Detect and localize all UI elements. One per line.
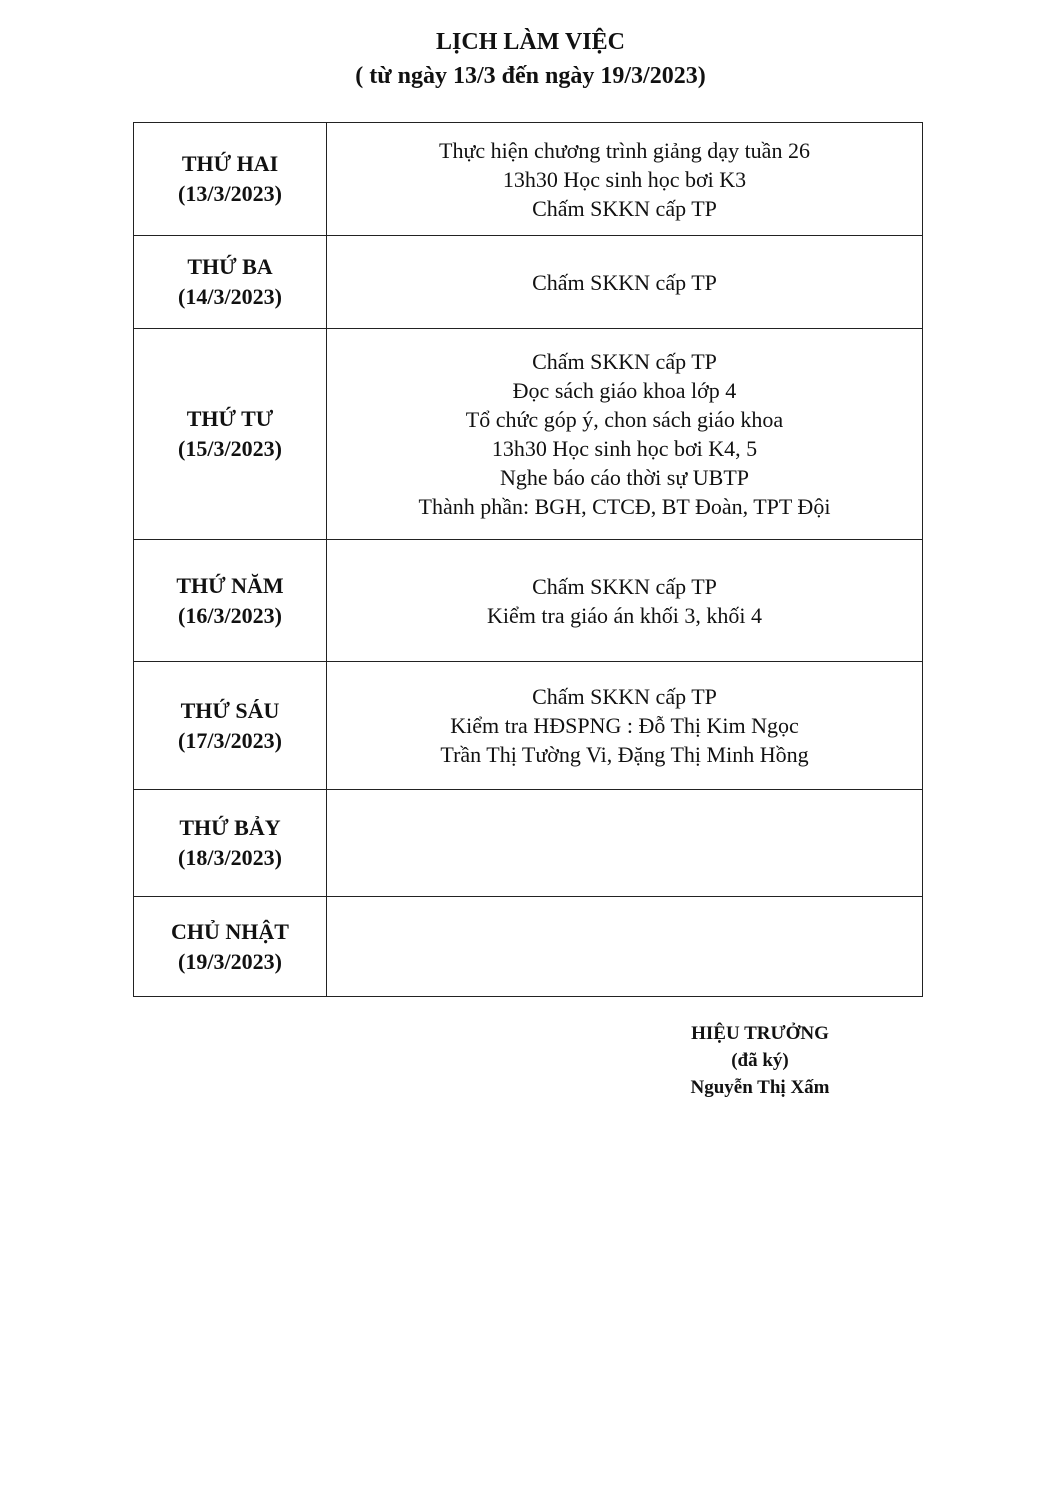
day-name: CHỦ NHẬT (171, 918, 289, 944)
day-date: (17/3/2023) (178, 727, 282, 753)
day-date: (18/3/2023) (178, 845, 282, 870)
tasks-cell (327, 236, 923, 329)
tasks-cell (327, 662, 923, 790)
day-date: (13/3/2023) (178, 181, 282, 206)
task-item: Thành phần: BGH, CTCĐ, BT Đoàn, TPT Đội (418, 494, 831, 519)
task-item: Chấm SKKN cấp TP (532, 684, 717, 709)
signature-status: (đã ký) (731, 1050, 789, 1071)
day-name: THỨ TƯ (186, 406, 274, 431)
schedule-row-tuesday (134, 236, 923, 329)
tasks-cell (327, 790, 923, 897)
day-cell (134, 123, 327, 236)
day-cell (134, 540, 327, 662)
day-date: (15/3/2023) (178, 436, 282, 461)
document-title: LỊCH LÀM VIỆC (436, 29, 625, 55)
task-item: Đọc sách giáo khoa lớp 4 (512, 378, 737, 403)
day-cell (134, 897, 327, 997)
day-cell (134, 329, 327, 540)
tasks-cell (327, 123, 923, 236)
schedule-row-monday (134, 123, 923, 236)
schedule-row-wednesday (134, 329, 923, 540)
day-cell (134, 236, 327, 329)
day-cell (134, 662, 327, 790)
task-item: Chấm SKKN cấp TP (532, 269, 717, 295)
task-item: Chấm SKKN cấp TP (532, 195, 717, 221)
tasks-cell (327, 329, 923, 540)
day-date: (16/3/2023) (178, 602, 282, 628)
day-date: (19/3/2023) (178, 948, 282, 974)
day-name: THỨ SÁU (180, 697, 280, 723)
day-cell (134, 790, 327, 897)
day-name: THỨ HAI (181, 151, 279, 176)
signature-name: Nguyễn Thị Xấm (690, 1077, 830, 1098)
day-name: THỨ BA (187, 254, 273, 279)
signature-role: HIỆU TRƯỞNG (691, 1023, 829, 1044)
schedule-table (133, 122, 923, 997)
schedule-row-sunday (134, 897, 923, 997)
day-name: THỨ NĂM (176, 572, 284, 598)
task-item: Trần Thị Tường Vi, Đặng Thị Minh Hồng (440, 742, 809, 767)
tasks-cell (327, 540, 923, 662)
signature-block (660, 1020, 860, 1101)
document-subtitle: ( từ ngày 13/3 đến ngày 19/3/2023) (355, 63, 706, 89)
task-item: Kiểm tra HĐSPNG : Đỗ Thị Kim Ngọc (450, 713, 799, 738)
task-item: Chấm SKKN cấp TP (532, 573, 717, 599)
schedule-row-saturday (134, 790, 923, 897)
tasks-cell (327, 897, 923, 997)
task-item: 13h30 Học sinh học bơi K3 (502, 166, 747, 192)
task-item: Nghe báo cáo thời sự UBTP (499, 465, 750, 490)
task-item: Kiểm tra giáo án khối 3, khối 4 (487, 602, 762, 628)
task-item: 13h30 Học sinh học bơi K4, 5 (491, 436, 758, 461)
task-item: Thực hiện chương trình giảng dạy tuần 26 (439, 137, 810, 163)
schedule-row-friday (134, 662, 923, 790)
task-item: Tổ chức góp ý, chon sách giáo khoa (465, 407, 784, 432)
schedule-row-thursday (134, 540, 923, 662)
task-item: Chấm SKKN cấp TP (532, 349, 717, 374)
day-name: THỨ BẢY (179, 815, 281, 840)
day-date: (14/3/2023) (178, 284, 282, 309)
